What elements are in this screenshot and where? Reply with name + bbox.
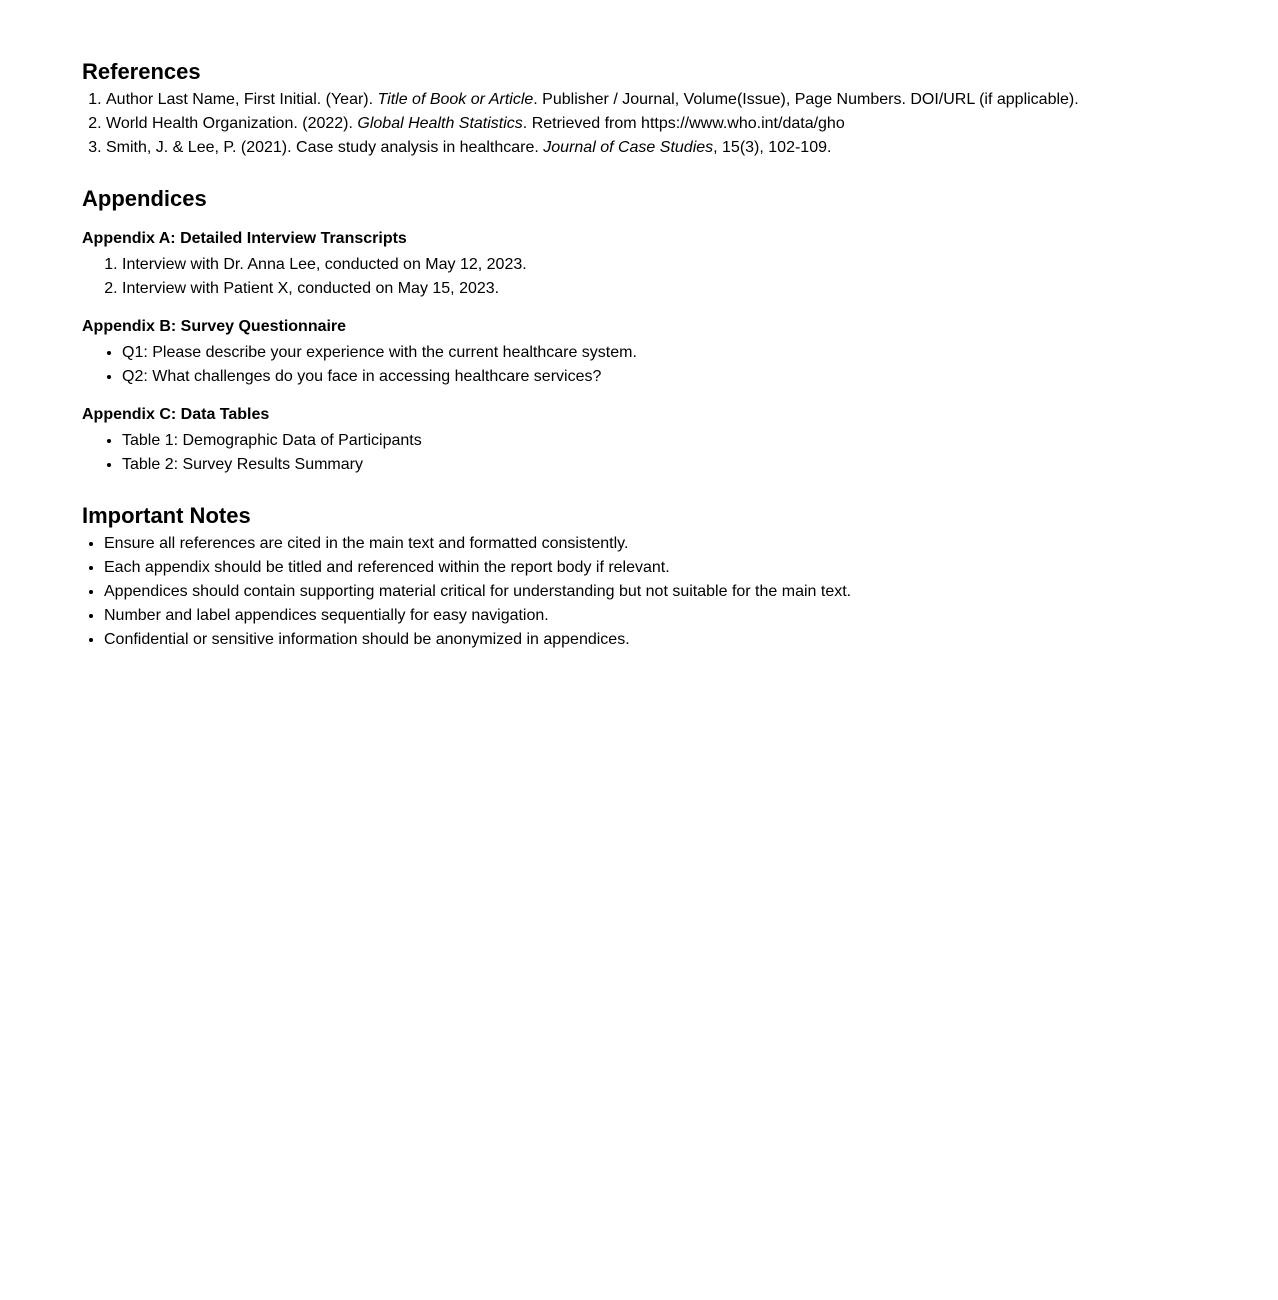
important-notes-heading: Important Notes: [82, 503, 251, 528]
list-item: • Number and label appendices sequentially for easy navigation.: [104, 604, 1196, 628]
reference-text: . Retrieved from https://www.who.int/data/gho: [522, 115, 845, 132]
references-list: [82, 88, 1196, 160]
references-heading: References: [82, 59, 201, 84]
reference-text: Author Last Name, First Initial. (Year).: [106, 91, 378, 108]
appendix-c-list: [82, 429, 1196, 477]
list-item: • Ensure all references are cited in the main text and formatted consistently.: [104, 532, 1196, 556]
reference-item: [106, 112, 1196, 136]
reference-title: Title of Book or Article: [377, 91, 534, 108]
reference-text: Smith, J. & Lee, P. (2021). Case study analysis in healthcare.: [106, 139, 544, 156]
important-notes-section: [82, 502, 1196, 652]
references-section: [82, 58, 1196, 160]
list-item: • Appendices should contain supporting material critical for understanding but not suitable for the main text.: [104, 580, 1196, 604]
list-item: • Confidential or sensitive information should be anonymized in appendices.: [104, 628, 1196, 652]
list-item: • Q1: Please describe your experience with the current healthcare system.: [122, 341, 1196, 365]
list-item: • Q2: What challenges do you face in accessing healthcare services?: [122, 365, 1196, 389]
list-item: • Table 1: Demographic Data of Participants: [122, 429, 1196, 453]
reference-title: Global Health Statistics: [357, 115, 523, 132]
appendix-a-list: [82, 253, 1196, 301]
important-notes-list: [82, 532, 1196, 652]
reference-item: [106, 136, 1196, 160]
list-item: • Table 2: Survey Results Summary: [122, 453, 1196, 477]
reference-text: , 15(3), 102-109.: [713, 139, 832, 156]
list-item: 1. Interview with Dr. Anna Lee, conducted on May 12, 2023.: [122, 253, 1196, 277]
reference-text: World Health Organization. (2022).: [106, 115, 358, 132]
reference-item: [106, 88, 1196, 112]
appendix-a-heading: Appendix A: Detailed Interview Transcripts: [82, 230, 407, 247]
list-item: • Each appendix should be titled and referenced within the report body if relevant.: [104, 556, 1196, 580]
reference-text: . Publisher / Journal, Volume(Issue), Page Numbers. DOI/URL (if applicable).: [533, 91, 1079, 108]
appendix-c-heading: Appendix C: Data Tables: [82, 406, 270, 423]
appendix-b-list: [82, 341, 1196, 389]
appendices-heading: Appendices: [82, 186, 207, 211]
list-item: 2. Interview with Patient X, conducted on May 15, 2023.: [122, 277, 1196, 301]
reference-title: Journal of Case Studies: [543, 139, 714, 156]
appendix-b-heading: Appendix B: Survey Questionnaire: [82, 318, 347, 335]
appendices-section: [82, 185, 1196, 477]
